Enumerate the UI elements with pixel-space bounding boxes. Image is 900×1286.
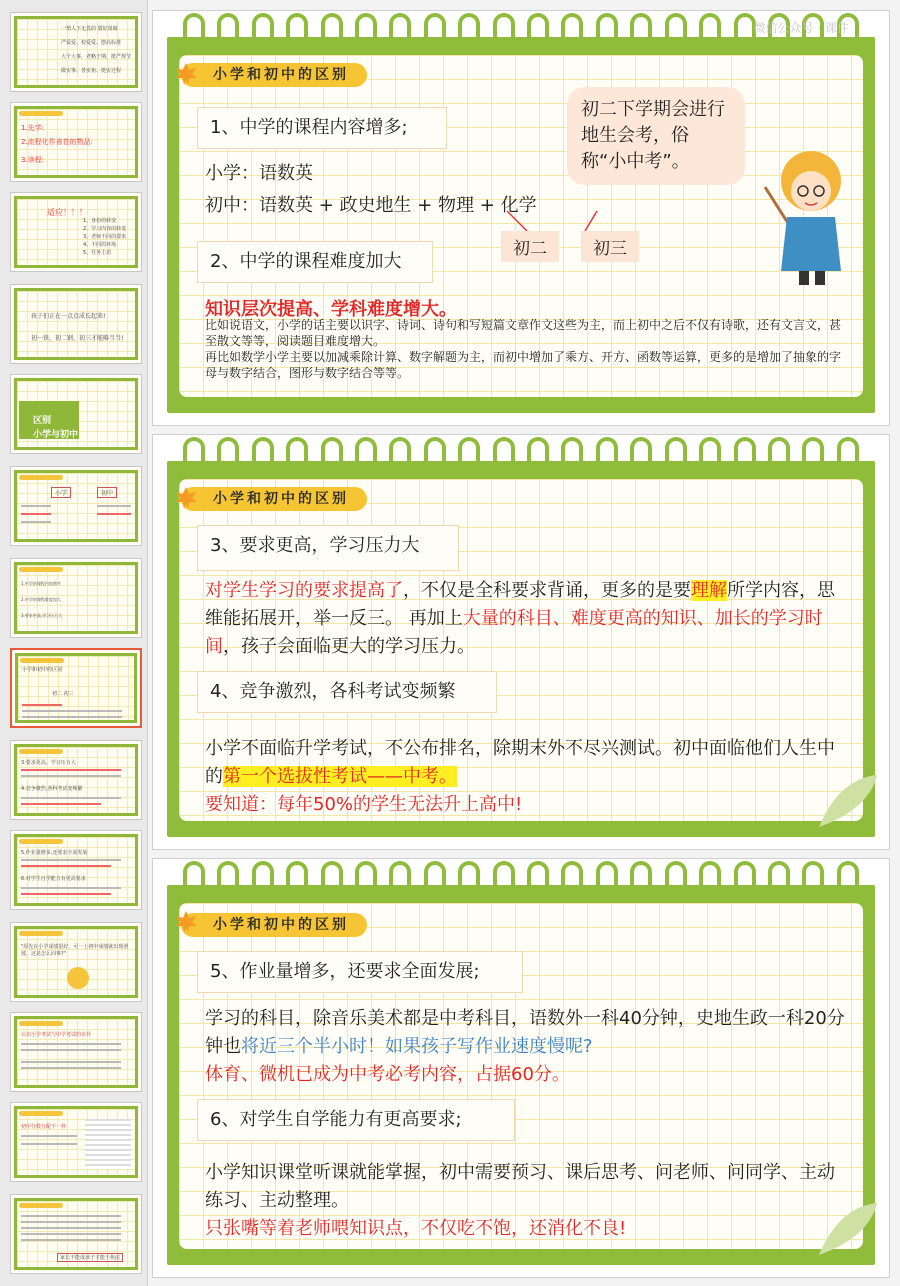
section-6-title: 6、对学生自学能力有更高要求; — [197, 1099, 515, 1141]
thumb-text: 2.中学的课程难度加大 — [21, 597, 61, 602]
middle-subjects: 初中：语数英 + 政史地生 + 物理 + 化学 — [205, 195, 537, 216]
thumb-text: 1、身份的转变 — [83, 218, 117, 224]
thumbnail-slide-6[interactable] — [10, 466, 142, 546]
section-4-paragraph — [205, 735, 845, 819]
slide-heading: 小学和初中的区别 — [181, 63, 367, 87]
thumbnail-slide-7[interactable] — [10, 558, 142, 638]
thumbnail-slide-8[interactable] — [10, 648, 142, 728]
thumb-text: 认识小学考试与中学考试的差异 — [21, 1032, 92, 1038]
leaf-decoration — [809, 1197, 879, 1257]
leaf-decoration — [809, 769, 879, 829]
thumb-text: "原先在小学成绩很好，可一上初中成绩就出现滑坡，这是怎么回事?" — [21, 944, 129, 957]
slide-2[interactable] — [152, 434, 890, 850]
section-6-paragraph — [205, 1159, 845, 1243]
slide-heading: 小学和初中的区别 — [181, 487, 367, 511]
emphasis-blue-text: 将近三个半小时！如果孩子写作业速度慢呢? — [241, 1036, 593, 1057]
emphasis-text: 体育、微机已成为中考必考内容，占据60分。 — [205, 1064, 570, 1085]
thumb-text: 做实事、善实祖、挺实过程 — [61, 68, 122, 74]
section-4-title: 4、竞争激烈，各科考试变频繁 — [197, 671, 497, 713]
section-2-title: 2、中学的课程难度加大 — [197, 241, 433, 283]
thumb-subtitle: 小学与初中 — [33, 430, 79, 440]
grade-three-label: 初三 — [581, 231, 639, 262]
paragraph-math: 再比如数学小学主要以加减乘除计算、数字解题为主，而初中增加了乘方、开方、函数等运算，更多的是增加了抽象的字母与数字结合，图形与数字结合等等。 — [205, 350, 842, 380]
thumb-text: 初二 初三 — [52, 691, 74, 697]
thumbnail-slide-13[interactable] — [10, 1102, 142, 1182]
body-text: 小学不面临升学考试，不公布排名，除期末外不尽兴测试。初中面临他们人生中的 — [205, 738, 835, 787]
thumb-text: 5.作业量增多,还要求全面发展 — [21, 850, 88, 856]
thumbnail-slide-14[interactable] — [10, 1194, 142, 1274]
thumb-text: 初中 — [97, 487, 117, 498]
thumb-text: 1.先学: — [21, 124, 45, 132]
maple-leaf-icon — [173, 909, 199, 935]
section-3-paragraph — [205, 577, 845, 661]
red-summary: 知识层次提高、学科难度增大。 — [205, 299, 457, 320]
emphasis-text: 只张嘴等着老师喂知识点，不仅吃不饱，还消化不良! — [205, 1218, 627, 1239]
section-3-title: 3、要求更高，学习压力大 — [197, 525, 459, 571]
thumbnail-slide-12[interactable] — [10, 1012, 142, 1092]
emphasis-text: 要知道：每年50%的学生无法升上高中! — [205, 794, 523, 815]
slide-1[interactable] — [152, 10, 890, 426]
thumb-text: 5、任务主语 — [83, 250, 112, 256]
thumbnail-slide-9[interactable] — [10, 740, 142, 820]
highlight-text: 第一个选拔性考试——中考。 — [223, 766, 457, 787]
speech-bubble: 初二下学期会进行地生会考，俗称“小中考”。 — [567, 87, 745, 185]
emphasis-text: 对学生学习的要求提高了 — [205, 580, 403, 601]
thumb-title: 适应！！！ — [47, 208, 87, 217]
thumb-text: 3.读程: — [21, 156, 45, 164]
slide-thumbnail-panel[interactable] — [0, 0, 148, 1286]
grade-two-label: 初二 — [501, 231, 559, 262]
thumb-text: 孩子们正在一点点成长起来! — [31, 313, 106, 320]
thumbnail-slide-2[interactable] — [10, 102, 142, 182]
body-text: ，孩子会面临更大的学习压力。 — [223, 636, 475, 657]
slide-3[interactable] — [152, 858, 890, 1278]
body-text: 学习的科目，除音乐美术都是中考科目，语数外一科40分钟，史地生政一科20分钟也 — [205, 1008, 845, 1057]
section-5-title: 5、作业量增多，还要求全面发展; — [197, 951, 523, 993]
thumb-text: 4.竞争激烈,各科考试变频繁 — [21, 786, 83, 792]
thumb-text: 3.要求更高，学习压力大 — [21, 760, 76, 766]
body-text: ，不仅是全科要求背诵，更多的是要 — [403, 580, 691, 601]
thumb-text: 1.中学的课程内容增多 — [21, 581, 61, 586]
thumbnail-slide-4[interactable] — [10, 284, 142, 364]
thumb-text: 一塑人下无畏的 猎好贤婿 — [61, 26, 118, 32]
highlight-text: 理解 — [691, 580, 727, 601]
thumb-text: 4、不同的环境 — [83, 242, 117, 248]
section-5-paragraph — [205, 1005, 845, 1089]
thumb-text: 小学和初中的区别 — [22, 667, 63, 673]
teacher-illustration — [759, 147, 851, 287]
maple-leaf-icon — [173, 61, 199, 87]
thumbnail-slide-5[interactable] — [10, 374, 142, 454]
thumb-text: 大个大事、老略于期、挺严规节 — [61, 54, 132, 60]
primary-subjects: 小学：语数英 — [205, 163, 313, 184]
thumbnail-slide-11[interactable] — [10, 922, 142, 1002]
thumb-text: 初中分数分配不一样 — [21, 1124, 67, 1130]
thumb-text: 6.对学生自学能力有更高要求 — [21, 876, 86, 882]
thumb-text: 小学 — [51, 487, 71, 498]
watermark: 微信公众号 · 课件 — [753, 21, 849, 35]
thumb-text: 初一铁、初二钢、初三才能略当当! — [31, 335, 124, 342]
section-1-title: 1、中学的课程内容增多; — [197, 107, 447, 149]
thumb-title: 区别 — [33, 416, 52, 426]
binder-rings — [183, 861, 859, 905]
thumb-text: 严爱爱、校爱爱、摆高标准 — [61, 40, 122, 46]
thumbnail-slide-1[interactable] — [10, 12, 142, 92]
paragraph-chinese: 比如说语文，小学的话主要以识字、诗词、诗句和写短篇文章作文这些为主，而上初中之后不仅有诗歌，还有文言文，甚至散文等等，阅读题目难度增大。 — [205, 318, 842, 348]
thumbnail-slide-10[interactable] — [10, 830, 142, 910]
maple-leaf-icon — [173, 485, 199, 511]
thumb-text: 3、老师不同的要求 — [83, 234, 127, 240]
slide-heading: 小学和初中的区别 — [181, 913, 367, 937]
thumb-text: 2.流程化作善卷的物品: — [21, 138, 94, 146]
thumbnail-slide-3[interactable] — [10, 192, 142, 272]
binder-rings — [183, 437, 859, 481]
thumb-text: 2、学习内容的转变 — [83, 226, 127, 232]
body-text: 所学内容，思维能拓展开，举一反三。 再加上 — [205, 580, 835, 629]
thumb-text: 家长不能成孩子才能不焦虑 — [57, 1253, 123, 1262]
body-text: 小学知识课堂听课就能掌握，初中需要预习、课后思考、问老师、问同学、主动练习、主动整理。 — [205, 1162, 835, 1211]
emphasis-text: 大量的科目、难度更高的知识、加长的学习时间 — [205, 608, 823, 657]
thumb-text: 3.要求更高,学习压力大 — [21, 613, 63, 618]
